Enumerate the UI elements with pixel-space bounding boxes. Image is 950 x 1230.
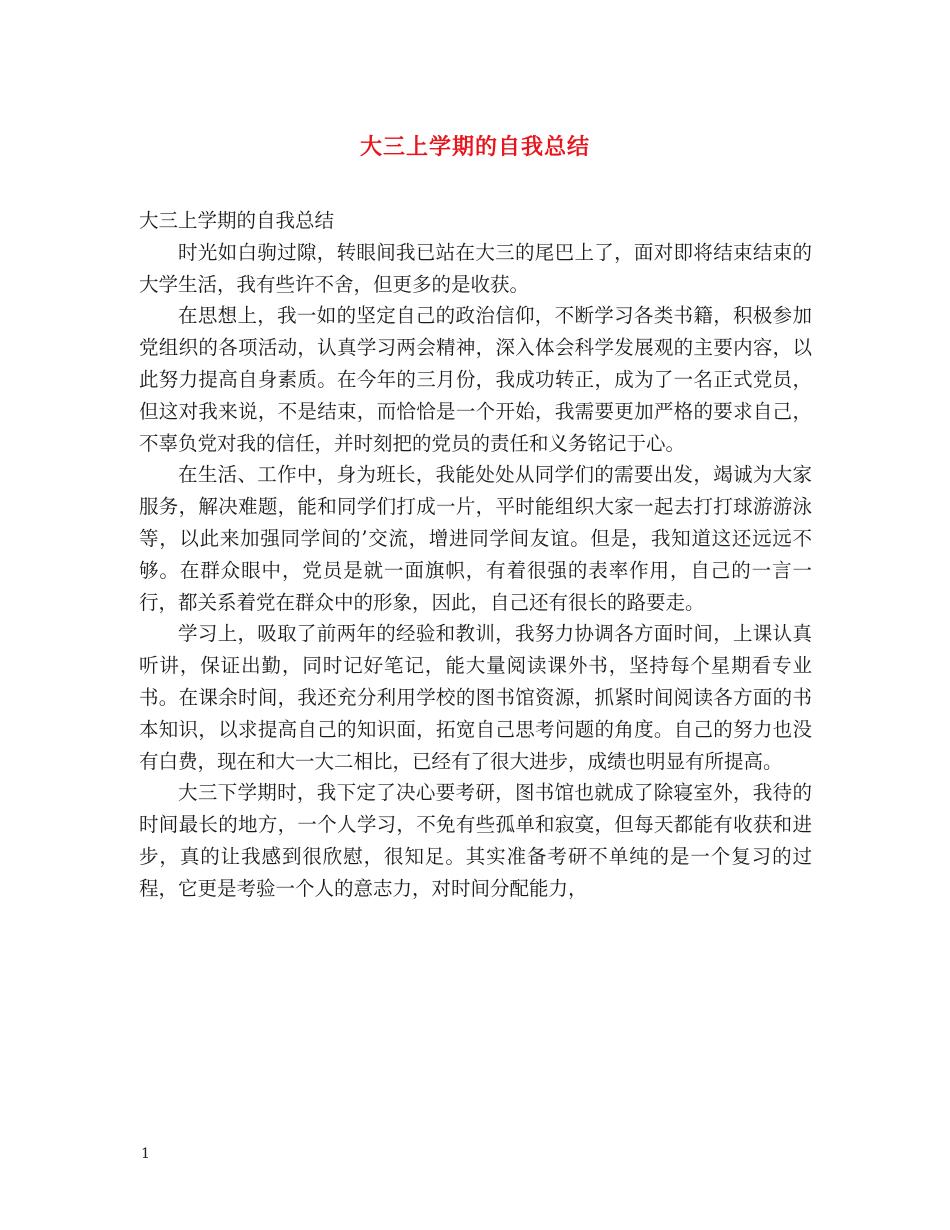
paragraph-5: 大三下学期时，我下定了决心要考研，图书馆也就成了除寝室外，我待的时间最长的地方，一个人学习，不免有些孤单和寂寞，但每天都能有收获和进步，真的让我感到很欣慰，很知足。其实准备考研不单纯的是一个复习的过程，它更是考验一个人的意志力，对时间分配能力， xyxy=(139,781,812,900)
document-body xyxy=(139,205,812,905)
page-number: 1 xyxy=(141,1146,150,1162)
paragraph-2: 在思想上，我一如的坚定自己的政治信仰，不断学习各类书籍，积极参加党组织的各项活动，认真学习两会精神，深入体会科学发展观的主要内容，以此努力提高自身素质。在今年的三月份，我成功转正，成为了一名正式党员，但这对我来说，不是结束，而恰恰是一个开始，我需要更加严格的要求自己，不辜负党对我的信任，并时刻把的党员的责任和义务铭记于心。 xyxy=(139,304,812,455)
document-title: 大三上学期的自我总结 xyxy=(359,135,590,160)
paragraph-4: 学习上，吸取了前两年的经验和教训，我努力协调各方面时间，上课认真听讲，保证出勤，同时记好笔记，能大量阅读课外书，坚持每个星期看专业书。在课余时间，我还充分利用学校的图书馆资源，抓紧时间阅读各方面的书本知识，以求提高自己的知识面，拓宽自己思考问题的角度。自己的努力也没有白费，现在和大一大二相比，已经有了很大进步，成绩也明显有所提高。 xyxy=(139,622,812,773)
paragraph-3: 在生活、工作中，身为班长，我能处处从同学们的需要出发，竭诚为大家服务，解决难题，能和同学们打成一片，平时能组织大家一起去打打球游游泳等，以此来加强同学间的’交流，增进同学间友谊。但是，我知道这还远远不够。在群众眼中，党员是就一面旗帜，有着很强的表率作用，自己的一言一行，都关系着党在群众中的形象，因此，自己还有很长的路要走。 xyxy=(139,463,812,614)
document-subtitle: 大三上学期的自我总结 xyxy=(139,209,335,232)
paragraph-1: 时光如白驹过隙，转眼间我已站在大三的尾巴上了，面对即将结束结束的大学生活，我有些许不舍，但更多的是收获。 xyxy=(139,240,812,296)
